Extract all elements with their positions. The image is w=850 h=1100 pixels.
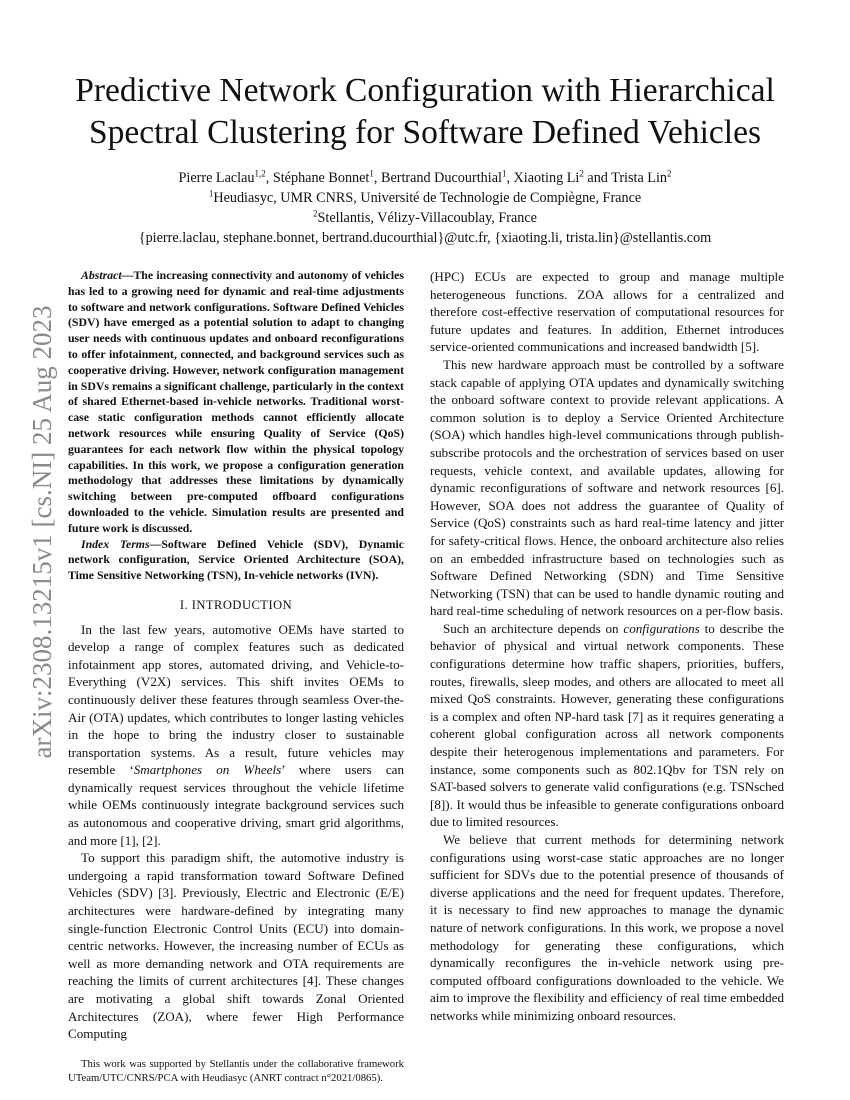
title-line-1: Predictive Network Configuration with Hierarchical (75, 72, 775, 109)
affiliation-2 (40, 208, 810, 228)
author-3-affil: 1 (501, 168, 507, 179)
author-5-affil: 2 (667, 168, 672, 179)
intro-p5-emphasis: configurations (623, 620, 700, 636)
right-column (430, 268, 784, 1025)
index-terms (68, 537, 404, 584)
title-line-2: Spectral Clustering for Software Defined Vehicles (89, 114, 761, 151)
left-column (68, 268, 404, 1085)
author-2-affil: 1 (369, 168, 374, 179)
author-3: , Bertrand Ducourthial (373, 170, 502, 186)
intro-p5-part2: to describe the behavior of physical and virtual network components. These configurations determine how traffic shapers, priorities, buffers, routes, firewalls, sleep modes, and others are allocated to meet all mixed QoS constraints. However, generating these configurations is a complex and often NP-hard task [7] as it requires generating a coherent global configuration across all network components despite their heterogenous implementations and parameters. For instance, some components such as 802.1Qbv for TSN rely on SAT-based solvers to generate valid configurations (e.g. TSNsched [8]). It would thus be infeasible to generate configurations onboard due to limited resources. (430, 620, 785, 830)
paper-title (40, 70, 810, 154)
abstract-label: Abstract (81, 268, 122, 282)
index-terms-text: —Software Defined Vehicle (SDV), Dynamic network configuration, Service Oriented Architecture (SOA), Time Sensitive Networking (TSN), In-vehicle networks (IVN). (68, 536, 405, 583)
author-1-affil: 1,2 (254, 168, 266, 179)
author-emails: {pierre.laclau, stephane.bonnet, bertrand.ducourthial}@utc.fr, {xiaoting.li, trista.lin}@stellantis.com (138, 230, 712, 246)
arxiv-stamp: arXiv:2308.13215v1 [cs.NI] 25 Aug 2023 (27, 305, 57, 759)
affiliation-2-text: Stellantis, Vélizy-Villacoublay, France (317, 210, 537, 226)
affiliation-1-marker: 1 (208, 188, 214, 199)
author-1: Pierre Laclau (178, 170, 255, 186)
intro-paragraph-6: We believe that current methods for determining network configurations using worst-case static approaches are no longer sufficient for SDVs due to the potential presence of thousands of diverse applications and the need for frequent updates. Therefore, it is necessary to find new approaches to manage the dynamic nature of network configurations. In this work, we propose a novel methodology for generating these configurations, which dynamically reconfigures the in-vehicle network using pre-computed offboard configurations downloaded to the vehicle. We aim to improve the flexibility and efficiency of real time embedded networks while minimizing onboard resources. (430, 832, 784, 1023)
intro-paragraph-2: To support this paradigm shift, the automotive industry is undergoing a rapid transformation toward Software Defined Vehicles (SDV) [3]. Previously, Electric and Electronic (E/E) architectures were hardware-defined by integrating many single-function Electronic Control Units (ECU) into domain-centric networks. However, the increasing number of ECUs as well as more demanding network and OTA requirements are reaching the limits of current architectures [4]. These changes are motivating a global shift towards Zonal Oriented Architectures (ZOA), where fewer High Performance Computing (68, 850, 404, 1042)
author-block (40, 168, 810, 248)
intro-p1-part2: ’ where users can dynamically request services throughout the vehicle lifetime while OEMs continuously integrate background services such as autonomous and cooperative driving, smart grid algorithms, and more [1], [2]. (68, 762, 404, 848)
intro-p1-part1: In the last few years, automotive OEMs have started to develop a range of complex features such as dedicated infotainment app stores, automated driving, and Vehicle-to-Everything (V2X) services. This shift invites OEMs to continuously deliver these features through seamless Over-the-Air (OTA) updates, which contributes to longer lasting vehicles in the hope to bring the industry closer to sustainable transportation systems. As a result, future vehicles may resemble ‘ (68, 621, 404, 778)
affiliation-1 (40, 188, 810, 208)
author-4: , Xiaoting Li (506, 170, 580, 186)
author-5: and Trista Lin (583, 170, 668, 186)
abstract (68, 268, 404, 537)
intro-paragraph-5 (430, 620, 784, 831)
author-2: , Stéphane Bonnet (265, 170, 370, 186)
footnote: This work was supported by Stellantis under the collaborative framework UTeam/UTC/CNRS/PCA with Heudiasyc (ANRT contract n°2021/0865). (68, 1057, 404, 1084)
affiliation-2-marker: 2 (313, 208, 318, 219)
affiliation-1-text: Heudiasyc, UMR CNRS, Université de Technologie de Compiègne, France (213, 190, 642, 206)
intro-p5-part1: Such an architecture depends on (443, 620, 624, 636)
index-terms-label: Index Terms (81, 536, 150, 551)
intro-paragraph-3: (HPC) ECUs are expected to group and manage multiple heterogeneous functions. ZOA allows for a centralized and therefore cost-effective reservation of computational resources for future updates and features. In addition, Ethernet introduces service-oriented communications and increased bandwidth [5]. (430, 269, 784, 355)
abstract-text: —The increasing connectivity and autonomy of vehicles has led to a growing need for dynamic and real-time adjustments to software and network configurations. Software Defined Vehicles (SDV) have emerged as a potential solution to adapt to changing user needs with continuous updates and onboard reconfigurations to offer infotainment, connected, and background services such as cooperative driving. However, network configuration management in SDVs remains a significant challenge, particularly in the context of shared Ethernet-based in-vehicle networks. Traditional worst-case static configuration methods cannot efficiently allocate network resources while ensuring Quality of Service (QoS) guarantees for each network flow within the physical topology capabilities. In this work, we propose a configuration generation methodology that addresses these limitations by dynamically switching between pre-computed offboard configurations downloaded to the vehicle. Simulation results are presented and future work is discussed. (68, 268, 404, 535)
intro-paragraph-4: This new hardware approach must be controlled by a software stack capable of applying OTA updates and dynamically switching the onboard software context to provide relevant applications. A common solution is to deploy a Service Oriented Architecture (SOA) which handles high-level communications through publish-subscribe protocols and the orchestration of services based on user requests, vehicle context, and available updates, allowing for dynamic reconfigurations of software and network resources [6]. However, SOA does not address the guarantee of Quality of Service (QoS) constraints such as hard real-time latency and jitter for safety-critical flows. Hence, the onboard architecture also relies on an embedded infrastructure based on technologies such as Software Defined Networking (SDN) and Time Sensitive Networking (TSN) that can be used to handle dynamic routing and hard real-time scheduling of network resources on a per-flow basis. (430, 356, 784, 619)
author-4-affil: 2 (579, 168, 584, 179)
section-heading: I. INTRODUCTION (179, 597, 293, 612)
intro-paragraph-1 (68, 621, 404, 850)
author-names (40, 168, 810, 188)
intro-p1-emphasis: Smartphones on Wheels (133, 762, 282, 778)
